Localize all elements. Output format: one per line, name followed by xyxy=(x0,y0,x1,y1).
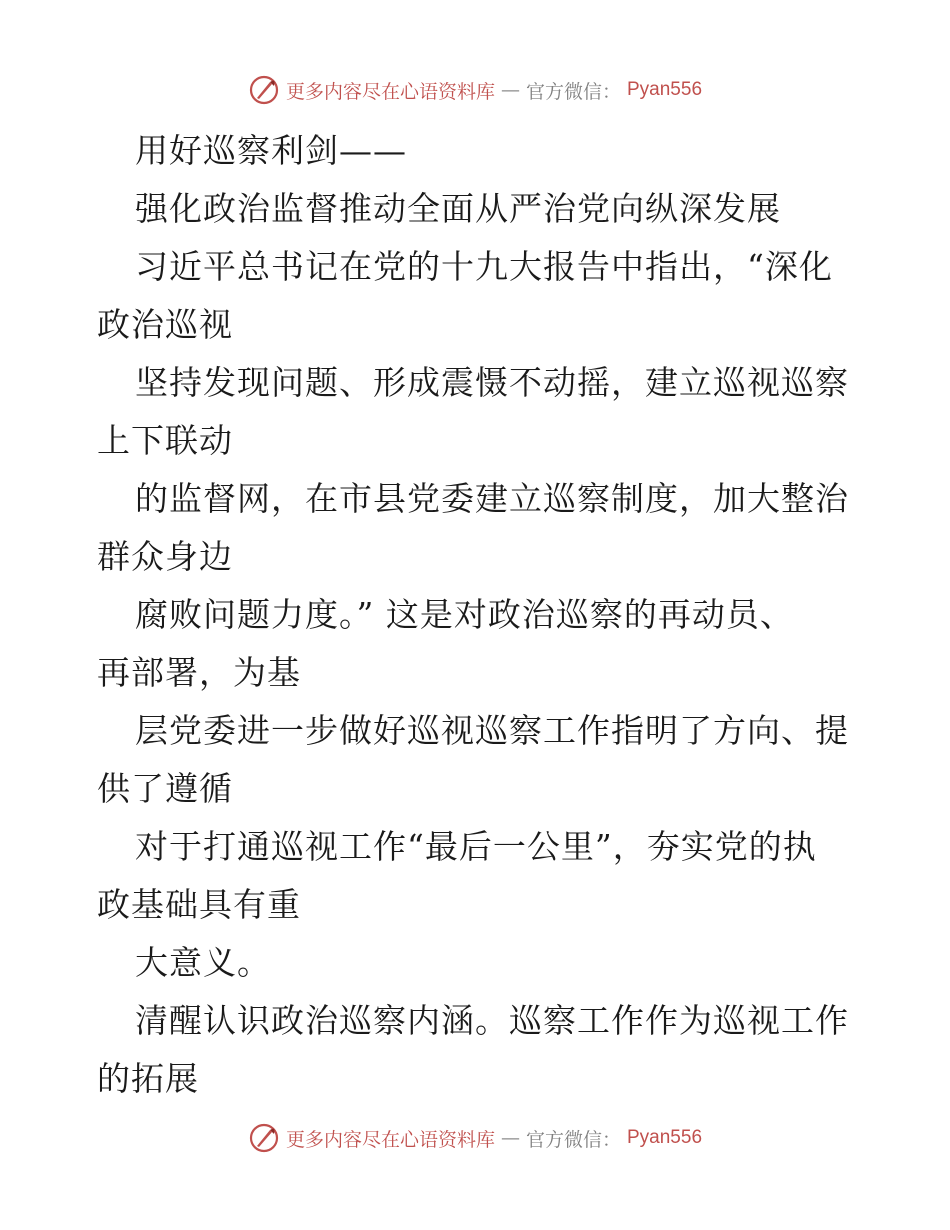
footer-banner xyxy=(0,1122,950,1154)
text-line: 政治巡视 xyxy=(97,305,233,344)
banner-dash: — xyxy=(500,79,520,101)
quill-logo-icon xyxy=(248,74,280,106)
text-line: 坚持发现问题、形成震慑不动摇，建立巡视巡察 xyxy=(135,363,849,402)
text-line: 政基础具有重 xyxy=(97,885,301,924)
banner-site-text: 更多内容尽在心语资料库 xyxy=(285,1128,495,1151)
text-line: 供了遵循 xyxy=(97,769,233,808)
text-line: 腐败问题力度。” 这是对政治巡察的再动员、 xyxy=(135,595,794,634)
banner-wechat-label: 官方微信： xyxy=(525,1128,621,1151)
text-line: 清醒认识政治巡察内涵。巡察工作作为巡视工作 xyxy=(135,1001,849,1040)
text-line: 大意义。 xyxy=(135,943,271,982)
banner-wechat-id: Pyan556 xyxy=(627,79,703,100)
header-banner xyxy=(0,74,950,106)
text-line: 上下联动 xyxy=(97,421,233,460)
banner-wechat-label: 官方微信： xyxy=(525,80,621,103)
text-line: 习近平总书记在党的十九大报告中指出，“深化 xyxy=(135,247,833,286)
document-title: 用好巡察利剑—— xyxy=(135,131,407,170)
text-line: 层党委进一步做好巡视巡察工作指明了方向、提 xyxy=(135,711,849,750)
text-line: 再部署，为基 xyxy=(97,653,301,692)
banner-site-text: 更多内容尽在心语资料库 xyxy=(285,80,495,103)
text-line: 的拓展 xyxy=(97,1059,199,1098)
text-line: 群众身边 xyxy=(97,537,233,576)
document-body xyxy=(97,122,857,1108)
banner-wechat-id: Pyan556 xyxy=(627,1127,703,1148)
quill-logo-icon xyxy=(248,1122,280,1154)
text-line: 的监督网，在市县党委建立巡察制度，加大整治 xyxy=(135,479,849,518)
document-subtitle: 强化政治监督推动全面从严治党向纵深发展 xyxy=(135,189,781,228)
text-line: 对于打通巡视工作“最后一公里”，夯实党的执 xyxy=(135,827,817,866)
banner-dash: — xyxy=(500,1127,520,1149)
